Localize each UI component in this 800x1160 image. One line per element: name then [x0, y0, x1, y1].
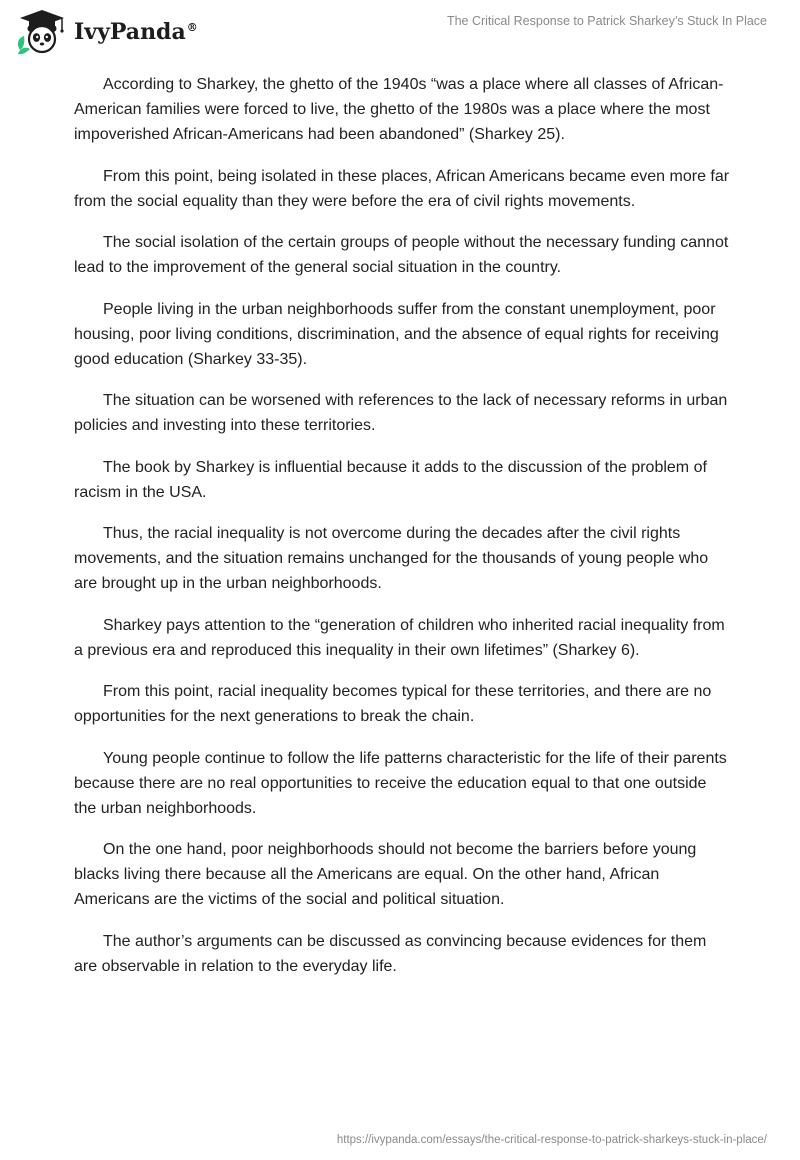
panda-graduation-cap-icon — [14, 8, 70, 56]
paragraph: Sharkey pays attention to the “generation of children who inherited racial inequality from a previous era and reproduced this inequality in their own lifetimes” (Sharkey 6). — [74, 616, 725, 659]
paragraph: From this point, being isolated in these places, African Americans became even more far from the social equality than they were before the era of civil rights movements. — [74, 167, 730, 210]
paragraph: On the one hand, poor neighborhoods should not become the barriers before young blacks living there because all the Americans are equal. On the other hand, African Americans are the victims of the social and political situation. — [74, 841, 697, 908]
paragraph: Thus, the racial inequality is not overcome during the decades after the civil rights movements, and the situation remains unchanged for the thousands of young people who are brought up in the urban neighborhoods. — [74, 525, 709, 592]
paragraph: The social isolation of the certain groups of people without the necessary funding cannot lead to the improvement of the general social situation in the country. — [74, 234, 729, 276]
paragraph: The book by Sharkey is influential because it adds to the discussion of the problem of racism in the USA. — [74, 458, 707, 501]
registered-mark: ® — [186, 20, 198, 34]
paragraph: Young people continue to follow the life patterns characteristic for the life of their parents because there are no real opportunities to receive the education equal to that one outside the urban neighborhoods. — [74, 749, 727, 817]
source-url-link[interactable]: https://ivypanda.com/essays/the-critical-response-to-patrick-sharkeys-stuck-in-place/ — [336, 1134, 767, 1146]
page-header — [0, 0, 800, 70]
essay-body — [74, 72, 730, 995]
paragraph: The author’s arguments can be discussed as convincing because evidences for them are observable in relation to the everyday life. — [74, 932, 707, 975]
paragraph: People living in the urban neighborhoods suffer from the constant unemployment, poor housing, poor living conditions, discrimination, and the absence of equal rights for receiving good education (Sharkey 33-35). — [74, 300, 719, 368]
paragraph: According to Sharkey, the ghetto of the 1940s “was a place where all classes of African-American families were forced to live, the ghetto of the 1980s was a place where the most impoverished African-Americans had been abandoned” (Sharkey 25). — [74, 76, 724, 143]
paragraph: The situation can be worsened with references to the lack of necessary reforms in urban policies and investing into these territories. — [74, 392, 728, 434]
ivypanda-logo[interactable] — [14, 8, 198, 56]
document-title: The Critical Response to Patrick Sharkey’s Stuck In Place — [446, 14, 767, 28]
paragraph: From this point, racial inequality becomes typical for these territories, and there are no opportunities for the next generations to break the chain. — [74, 683, 712, 725]
brand-name: IvyPanda® — [74, 19, 198, 45]
